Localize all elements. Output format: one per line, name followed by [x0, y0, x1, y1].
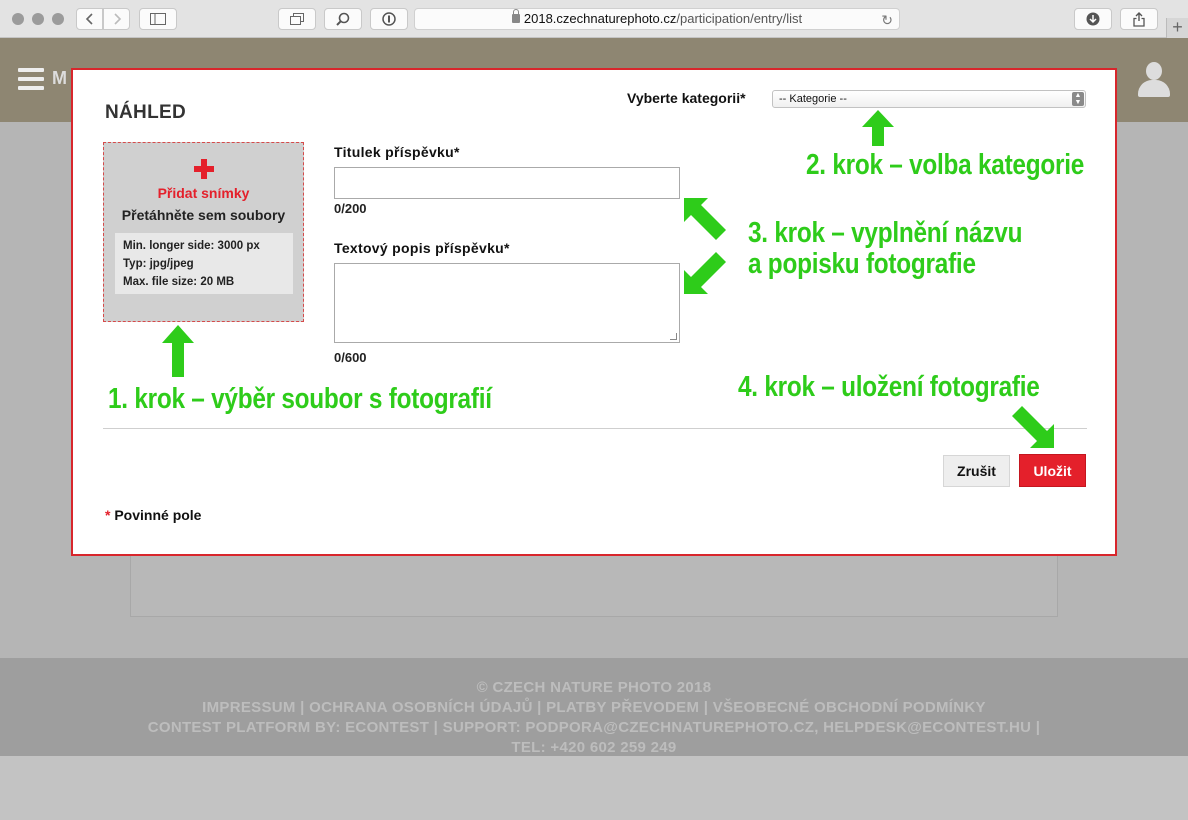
- category-selected-value: -- Kategorie --: [779, 93, 847, 105]
- url-path: /participation/entry/list: [676, 11, 803, 26]
- chevron-right-icon: [112, 13, 122, 25]
- share-button[interactable]: [1120, 8, 1158, 30]
- sidebar-icon: [150, 13, 166, 25]
- select-arrows-icon: ▲ ▼: [1072, 92, 1084, 106]
- footer-copyright: © CZECH NATURE PHOTO 2018: [476, 679, 712, 696]
- required-note: [105, 507, 201, 523]
- annotation-step-4: 4. krok – uložení fotografie: [738, 371, 1040, 403]
- arrow-down-right-icon: [1010, 404, 1054, 448]
- minimize-window-button[interactable]: [32, 13, 44, 25]
- title-field-label: Titulek příspěvku*: [334, 144, 460, 160]
- forward-button[interactable]: [103, 8, 130, 30]
- upload-dropzone[interactable]: [103, 142, 304, 322]
- footer-platform[interactable]: CONTEST PLATFORM BY: ECONTEST | SUPPORT: PODPORA@CZECHNATUREPHOTO.CZ, HELPDESK@ECONTEST.HU |: [147, 719, 1041, 736]
- title-char-counter: 0/200: [334, 201, 367, 216]
- category-select[interactable]: [772, 90, 1086, 108]
- new-tab-button[interactable]: +: [1166, 18, 1188, 38]
- category-label: Vyberte kategorii*: [627, 90, 746, 106]
- annotation-step-2: 2. krok – volba kategorie: [806, 149, 1085, 181]
- url-host: 2018.czechnaturephoto.cz: [523, 11, 677, 26]
- required-note-text: Povinné pole: [114, 507, 202, 523]
- chevron-left-icon: [85, 13, 95, 25]
- title-input[interactable]: [334, 167, 680, 199]
- close-window-button[interactable]: [12, 13, 24, 25]
- arrow-up-icon: [162, 325, 194, 377]
- upload-requirements: [115, 233, 293, 294]
- footer: [0, 658, 1188, 756]
- browser-toolbar: [0, 0, 1188, 38]
- cancel-button[interactable]: Zrušit: [943, 455, 1010, 487]
- reload-icon[interactable]: ↻: [881, 12, 893, 28]
- address-bar[interactable]: [414, 8, 900, 30]
- spec-type: Typ: jpg/jpeg: [123, 258, 194, 270]
- entry-modal: [71, 68, 1117, 556]
- download-icon: [1086, 12, 1100, 26]
- menu-icon[interactable]: [18, 68, 44, 90]
- footer-links[interactable]: IMPRESSUM | OCHRANA OSOBNÍCH ÚDAJŮ | PLATBY PŘEVODEM | VŠEOBECNÉ OBCHODNÍ PODMÍNKY: [202, 699, 986, 716]
- description-textarea[interactable]: [334, 263, 680, 343]
- plus-icon[interactable]: [194, 159, 214, 179]
- annotation-step-1: 1. krok – výběr soubor s fotografií: [108, 383, 492, 415]
- annotation-step-3-line-2: a popisku fotografie: [748, 248, 976, 280]
- drag-files-text: Přetáhněte sem soubory: [121, 207, 286, 223]
- save-button[interactable]: Uložit: [1019, 454, 1086, 487]
- key-icon: [382, 12, 396, 26]
- required-star: *: [105, 507, 111, 523]
- add-photos-link[interactable]: Přidat snímky: [157, 185, 250, 201]
- zoom-window-button[interactable]: [52, 13, 64, 25]
- description-char-counter: 0/600: [334, 350, 367, 365]
- divider: [103, 428, 1087, 429]
- search-button[interactable]: [324, 8, 362, 30]
- tabs-icon: [290, 13, 304, 25]
- spec-max-size: Max. file size: 20 MB: [123, 276, 235, 288]
- modal-title: NÁHLED: [105, 102, 186, 123]
- password-button[interactable]: [370, 8, 408, 30]
- arrow-up-icon: [862, 110, 894, 146]
- page-bottom: [0, 756, 1188, 820]
- footer-phone: TEL: +420 602 259 249: [511, 739, 677, 756]
- resize-handle-icon[interactable]: [670, 333, 677, 340]
- spec-min-side: Min. longer side: 3000 px: [123, 240, 260, 252]
- lock-icon: [512, 14, 520, 23]
- description-field-label: Textový popis příspěvku*: [334, 240, 510, 256]
- search-icon: [336, 12, 350, 26]
- annotation-step-3-line-1: 3. krok – vyplnění názvu: [748, 217, 1023, 249]
- arrow-up-left-icon: [684, 198, 728, 242]
- sidebar-toggle-button[interactable]: [139, 8, 177, 30]
- tabs-overview-button[interactable]: [278, 8, 316, 30]
- user-icon[interactable]: [1138, 62, 1170, 98]
- downloads-button[interactable]: [1074, 8, 1112, 30]
- arrow-down-left-icon: [684, 250, 728, 294]
- share-icon: [1133, 12, 1145, 27]
- menu-label[interactable]: M: [52, 68, 67, 88]
- back-button[interactable]: [76, 8, 103, 30]
